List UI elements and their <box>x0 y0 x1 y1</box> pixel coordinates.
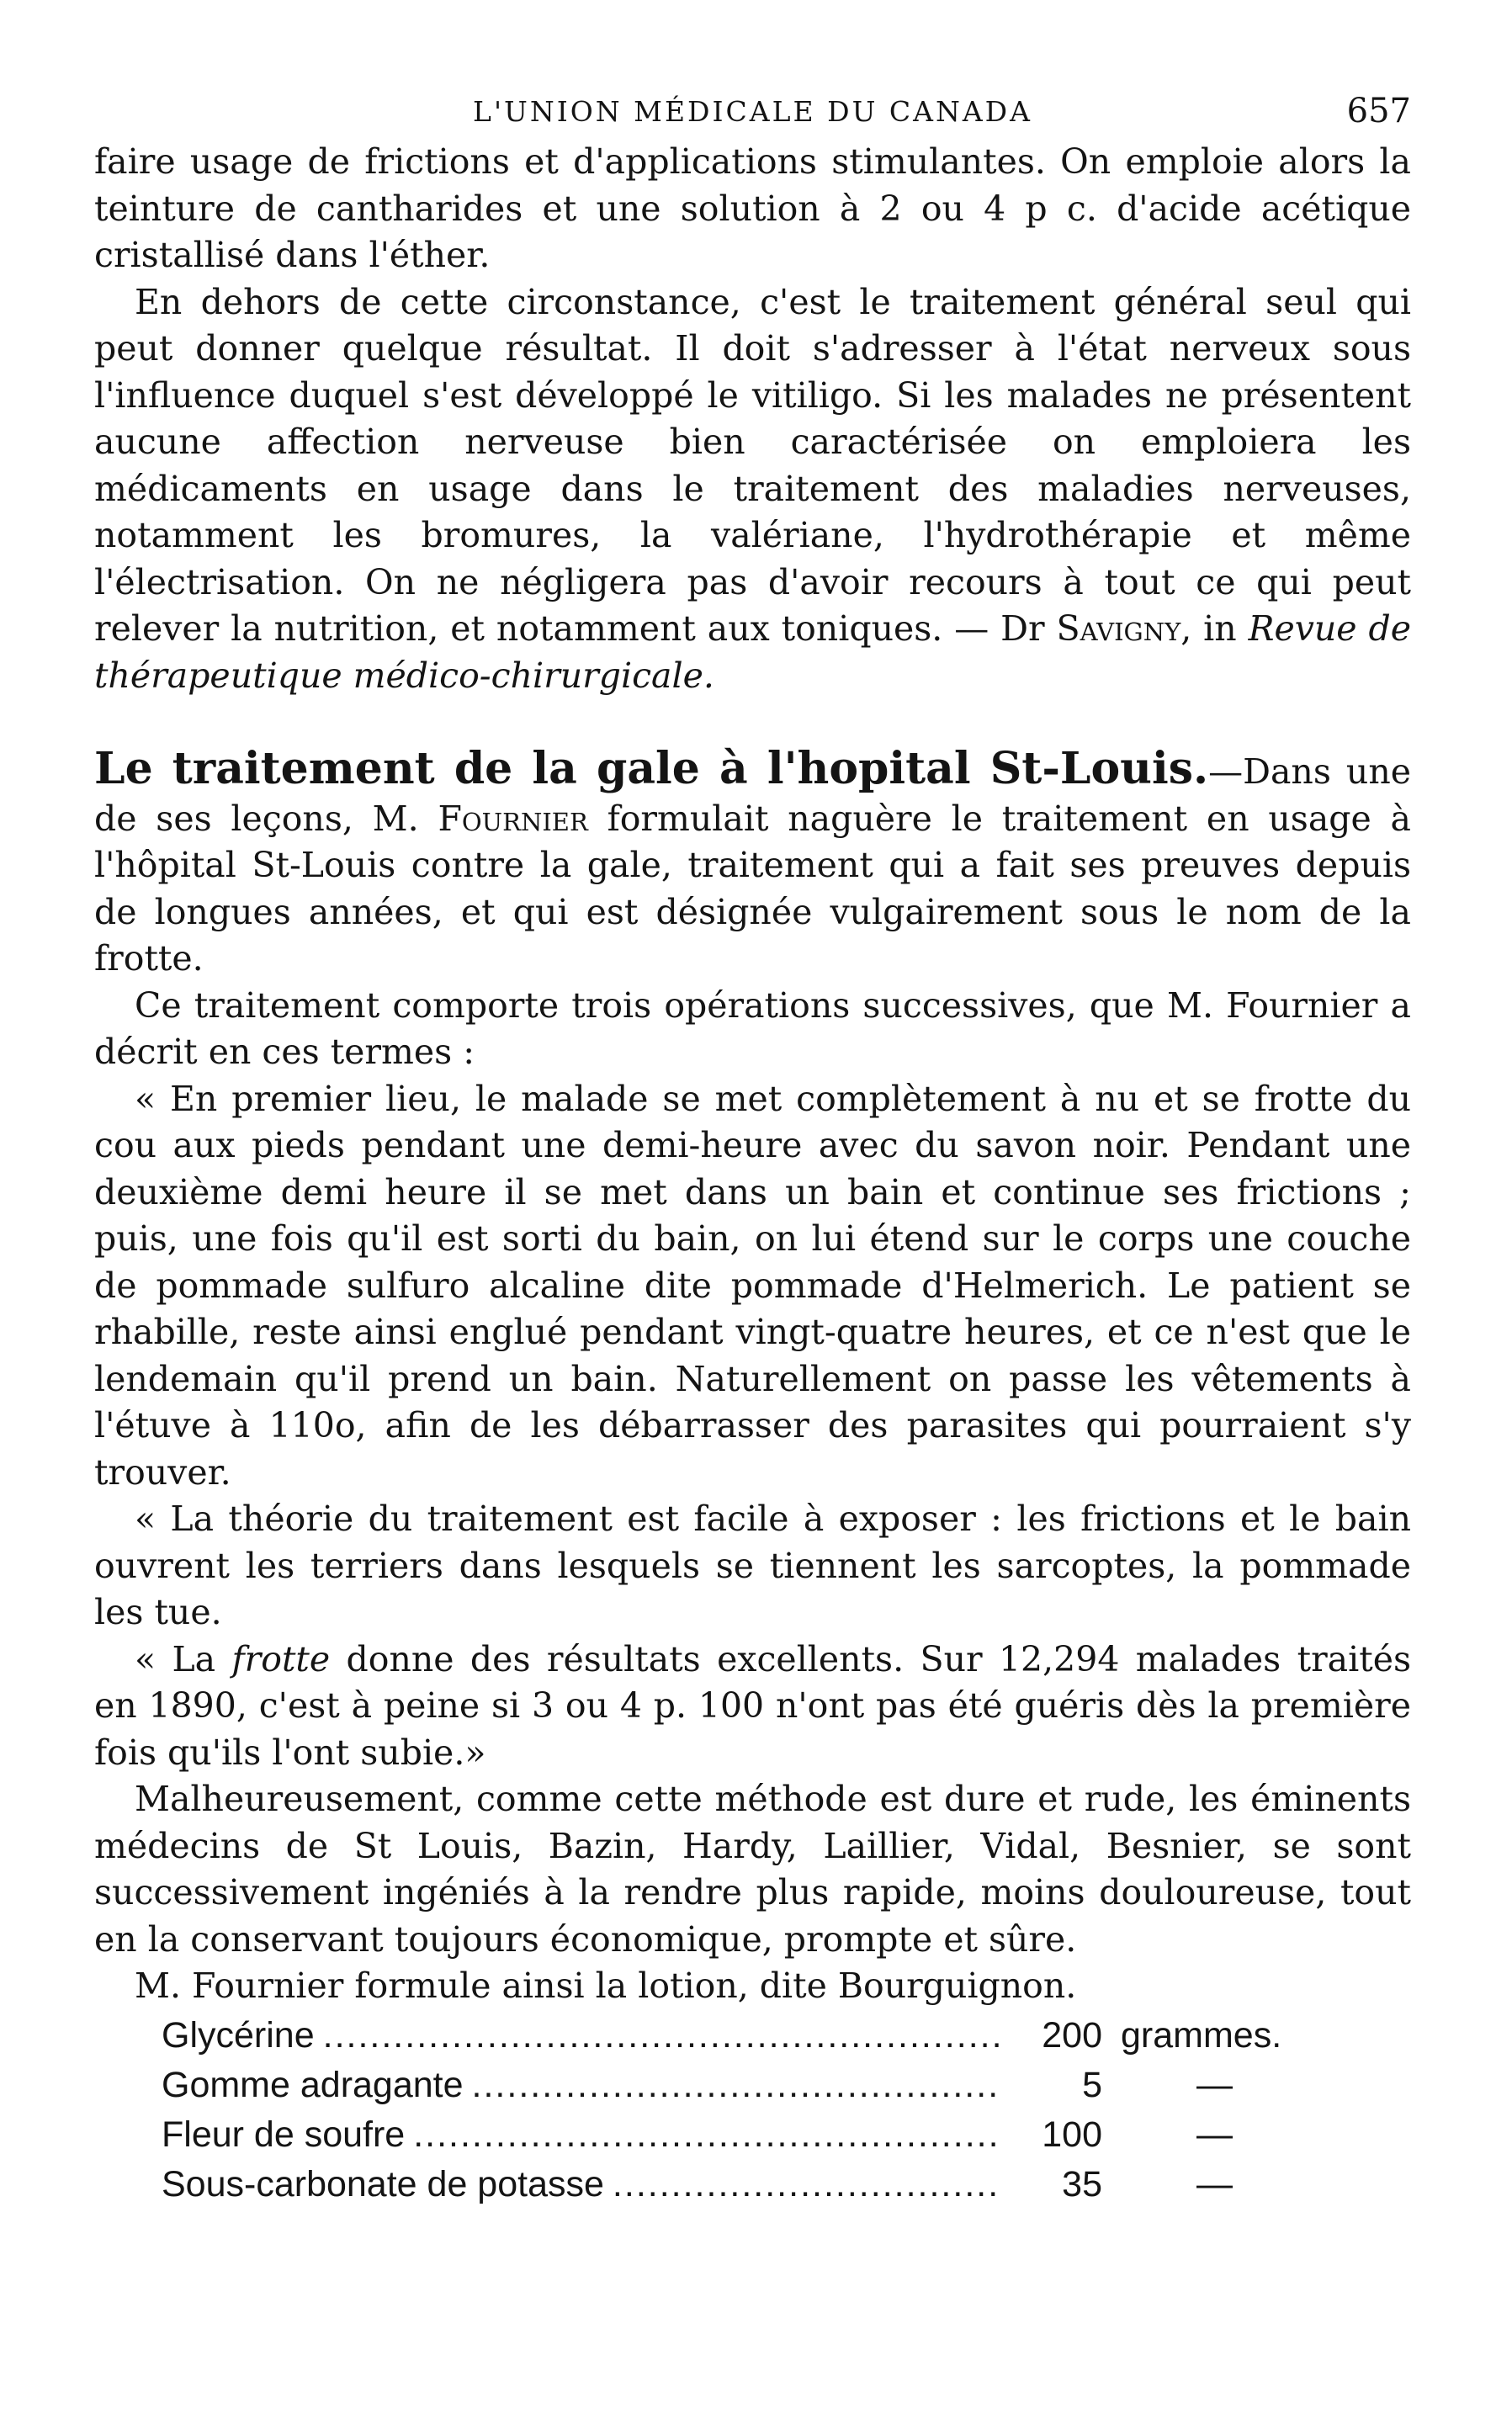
page <box>94 88 1411 2214</box>
recipe-unit: — <box>1196 2114 1233 2155</box>
author-fournier: Fournier <box>438 798 588 839</box>
recipe-row <box>162 2164 1340 2214</box>
paragraph-lotion-intro: M. Fournier formule ainsi la lotion, dite Bourguignon. <box>135 1966 1077 2006</box>
recipe-ingredient: Gomme adragante <box>162 2064 464 2105</box>
paragraph-general-treatment-text: En dehors de cette circonstance, c'est le traitement général seul qui peut donner quelque résultat. Il doit s'adresser à l'état nerveux sous l'influence duquel s'est développé le vitiligo. Si les malades ne présentent aucune affection nerveuse bien caractérisée on emploiera les médicaments en usage dans le traitement des maladies nerveuses, notamment les bromures, la valériane, l'hydrothérapie et même l'électrisation. On ne négligera pas d'avoir recours à tout ce qui peut relever la nutrition, et notamment aux toniques. — Dr <box>94 281 1411 649</box>
section-gap <box>94 699 1411 745</box>
recipe-quantity: 100 <box>1042 2114 1102 2155</box>
dot-leader <box>413 2114 1001 2156</box>
quote-theory: « La théorie du traitement est facile à exposer : les frictions et le bain ouvrent les terriers dans lesquels se tiennent les sarcoptes, la pommade les tue. <box>94 1499 1411 1632</box>
recipe-ingredient: Sous-carbonate de potasse <box>162 2163 604 2204</box>
recipe-ingredient: Fleur de soufre <box>162 2114 406 2155</box>
running-title: L'UNION MÉDICALE DU CANADA <box>473 95 1032 128</box>
recipe-unit-cell <box>1102 2114 1340 2156</box>
quote-results-lead: « La <box>135 1638 232 1679</box>
recipe-unit-cell <box>1102 2065 1340 2106</box>
paragraph-general-treatment <box>94 279 1411 700</box>
author-savigny: Savigny <box>1056 608 1181 649</box>
recipe-unit: — <box>1196 2163 1233 2204</box>
running-header <box>94 88 1411 139</box>
section-gale-intro <box>94 745 1411 983</box>
dot-leader <box>613 2164 1001 2205</box>
page-number: 657 <box>1346 92 1411 130</box>
recipe-row <box>162 2065 1340 2114</box>
quote-results <box>94 1637 1411 1777</box>
citation-in: , in <box>1180 608 1249 649</box>
quote-results-rest: donne des résultats excellents. Sur 12,294 malades traités en 1890, c'est à peine si 3 ou 4 p. 100 n'ont pas été guéris dès la première fois qu'ils l'ont subie.» <box>94 1638 1411 1773</box>
recipe-unit: — <box>1196 2064 1233 2105</box>
section-intro-rest: formulait naguère le traitement en usage à l'hôpital St-Louis contre la gale, traitement qui a fait ses preuves depuis de longues années, et qui est désignée vulgairement sous le nom de la frotte. <box>94 798 1411 979</box>
journal-citation: Revue de thérapeutique médico-chirurgicale. <box>94 608 1411 696</box>
recipe-row <box>162 2015 1340 2065</box>
dot-leader <box>323 2015 1001 2056</box>
section-intro-lead: —Dans une de ses leçons, M. <box>94 751 1412 839</box>
recipe-ingredient: Glycérine <box>162 2014 315 2056</box>
recipe-unit: grammes. <box>1121 2014 1282 2056</box>
recipe-quantity: 200 <box>1042 2014 1102 2056</box>
term-frotte: frotte <box>231 1638 331 1679</box>
recipe-quantity: 5 <box>1082 2064 1102 2105</box>
dot-leader <box>472 2065 1001 2106</box>
recipe-table <box>162 2015 1340 2214</box>
recipe-quantity: 35 <box>1062 2163 1102 2204</box>
recipe-unit-cell <box>1102 2164 1340 2205</box>
recipe-row <box>162 2114 1340 2164</box>
paragraph-vitiligo-friction: faire usage de frictions et d'applications stimulantes. On emploie alors la teinture de cantharides et une solution à 2 ou 4 p c. d'acide acétique cristallisé dans l'éther. <box>94 141 1411 275</box>
quote-procedure: « En premier lieu, le malade se met complètement à nu et se frotte du cou aux pieds pendant une demi-heure avec du savon noir. Pendant une deuxième demi heure il se met dans un bain et continue ses frictions ; puis, une fois qu'il est sorti du bain, on lui étend sur le corps une couche de pommade sulfuro alcaline dite pommade d'Helmerich. Le patient se rhabille, reste ainsi englué pendant vingt-quatre heures, et ce n'est que le lendemain qu'il prend un bain. Naturellement on passe les vêtements à l'étuve à 110o, afin de les débarrasser des parasites qui pourraient s'y trouver. <box>94 1078 1411 1493</box>
paragraph-improvements: Malheureusement, comme cette méthode est dure et rude, les éminents médecins de St Louis, Bazin, Hardy, Laillier, Vidal, Besnier, se sont successivement ingéniés à la rendre plus rapide, moins douloureuse, tout en la conservant toujours économique, prompte et sûre. <box>94 1779 1411 1960</box>
section-title: Le traitement de la gale à l'hopital St-Louis. <box>94 743 1209 794</box>
paragraph-three-operations: Ce traitement comporte trois opérations successives, que M. Fournier a décrit en ces termes : <box>94 984 1411 1072</box>
